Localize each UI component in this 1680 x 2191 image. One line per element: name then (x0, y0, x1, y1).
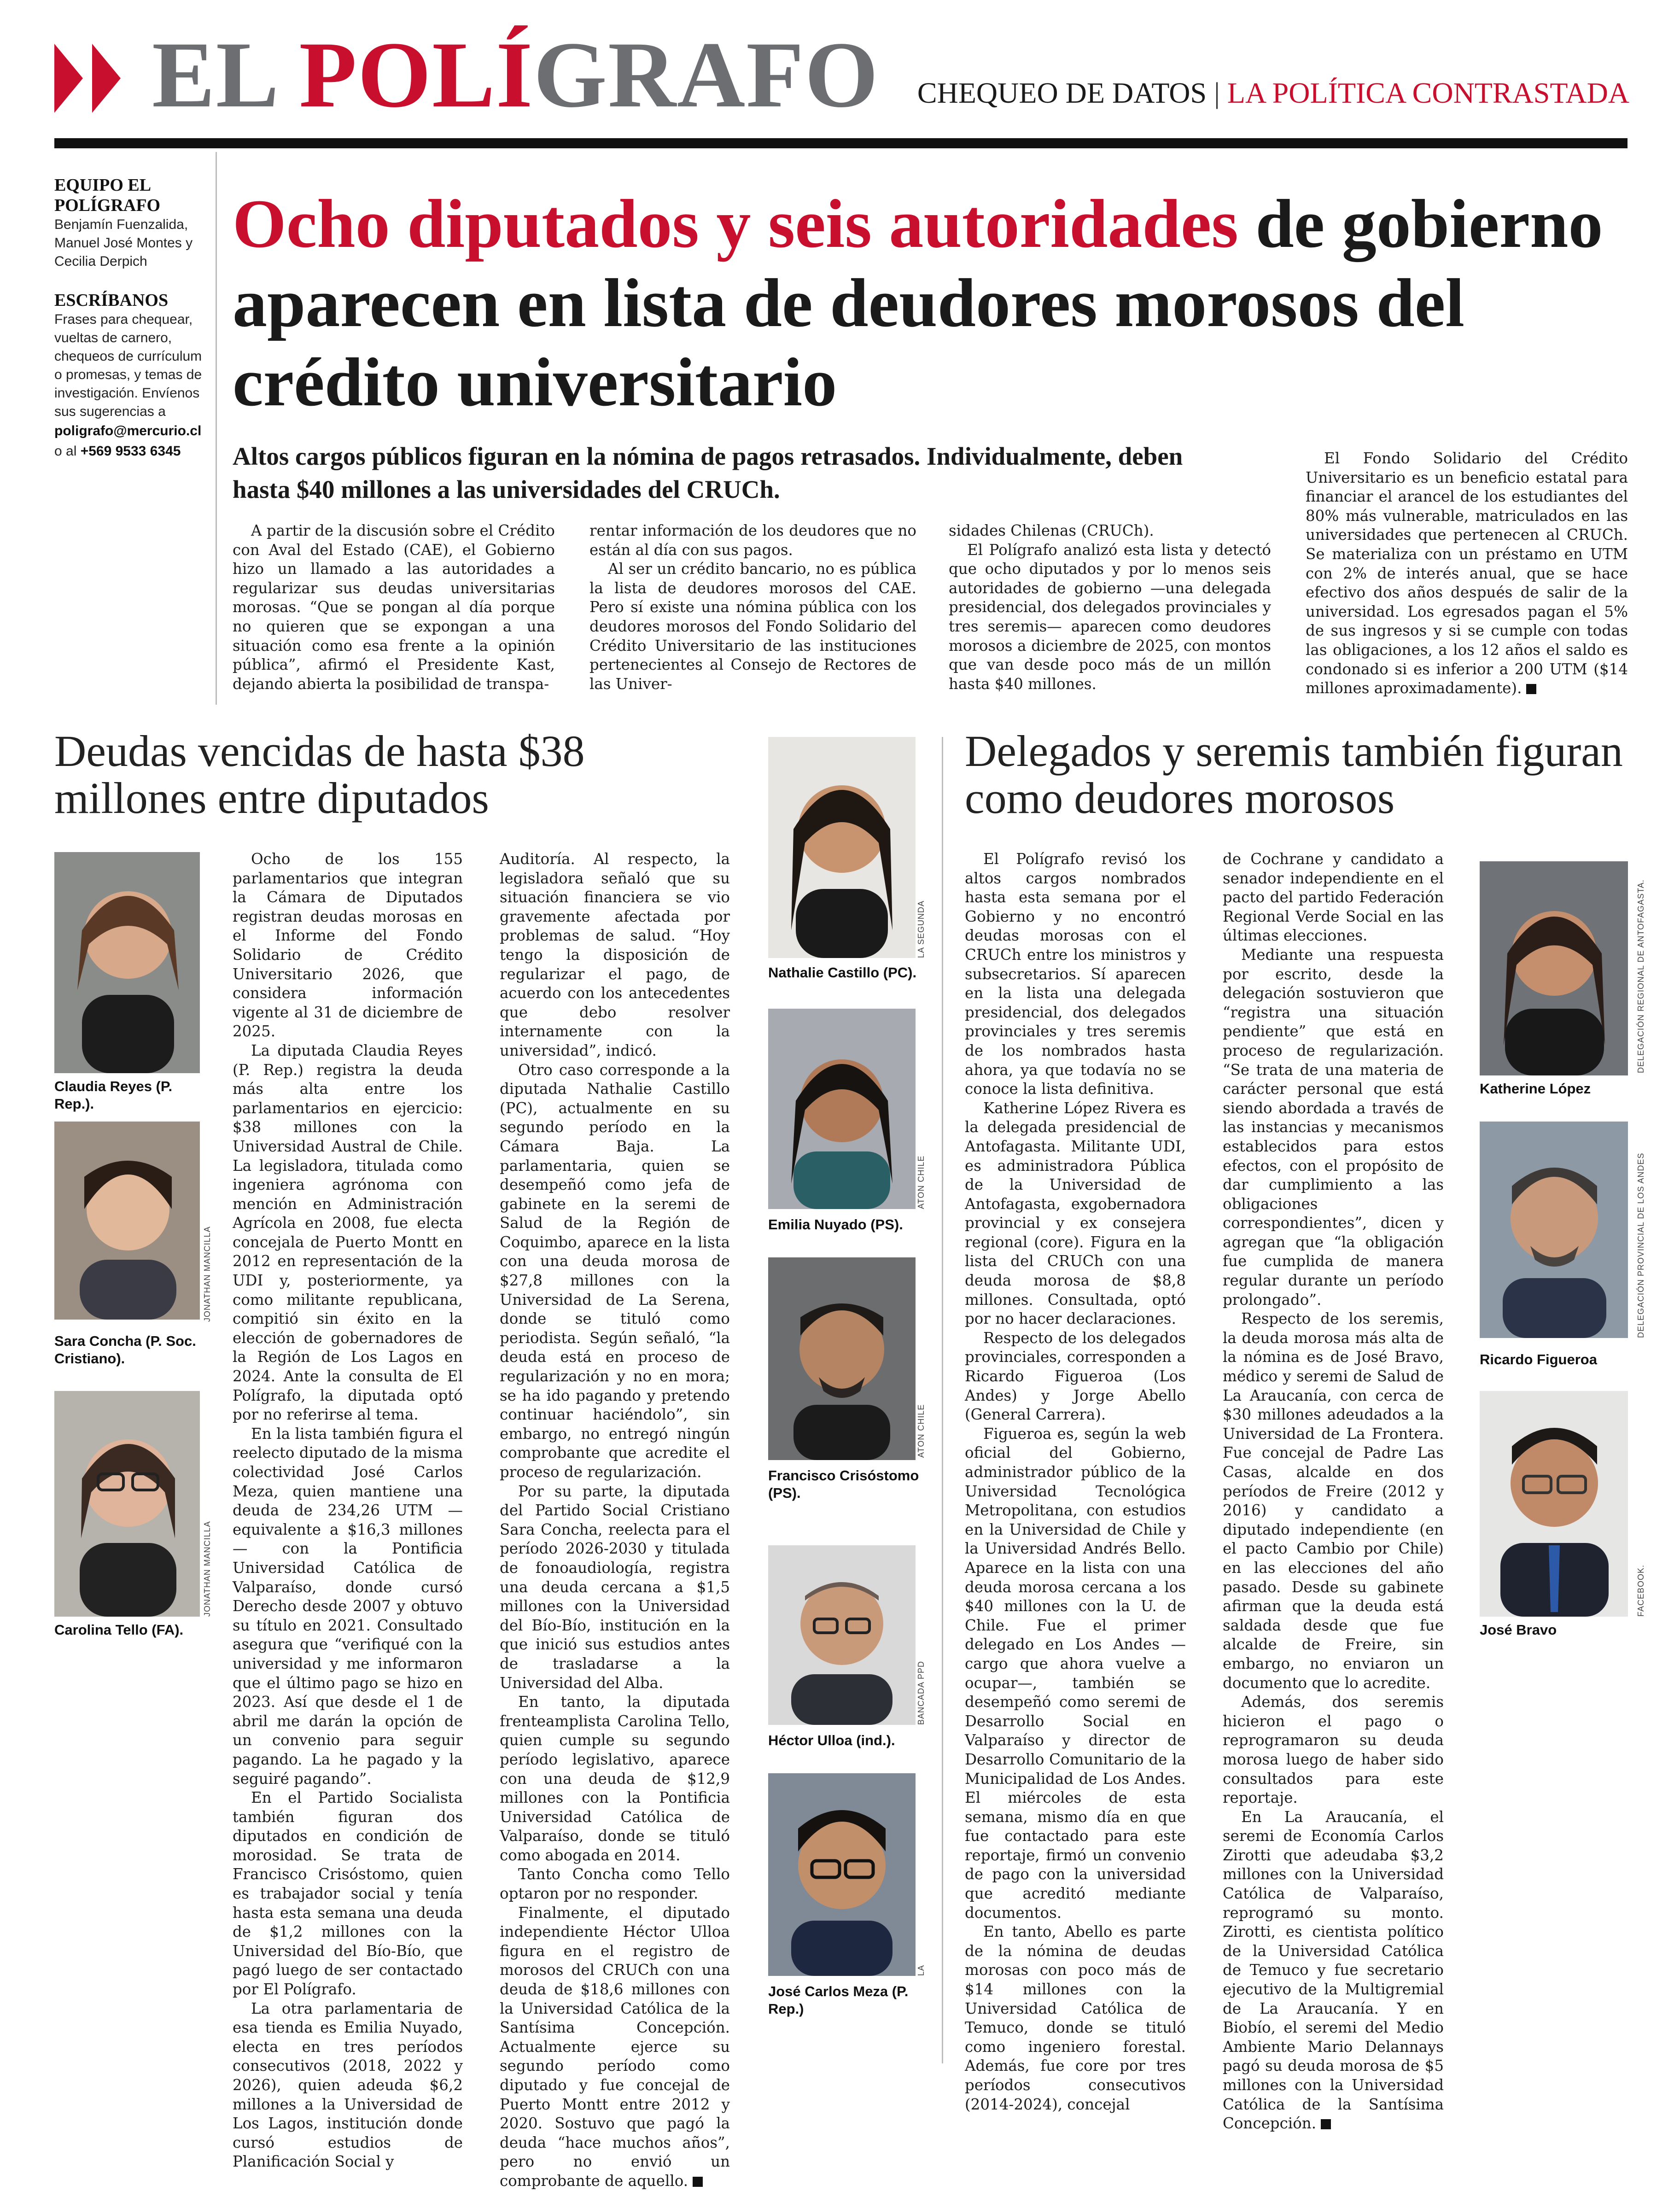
paragraph: En la lista también figura el reelecto diputado de la misma colectividad José Carlos Meza, quien mantiene una deuda de 234,26 UTM —equivalente a $16,3 millones— con la Pontificia Universidad Católica de Valparaíso, donde cursó Derecho desde 2007 y obtuvo su título en 2021. Consultado asegura que “verifiqué con la universidad y me informaron que el último pago se hizo en 2023. Así que desde el 1 de abril me darán la opción de un convenio para seguir pagando. La he pagado y la seguiré pagando”. (233, 1425, 463, 1788)
paragraph (1223, 1808, 1444, 2133)
caption: Emilia Nuyado (PS). (768, 1216, 903, 1233)
paragraph-text: El Fondo Solidario del Crédito Universitario es un beneficio estatal para financiar el arancel de los estudiantes del 80% más vulnerable, matriculados en las universidades que pertenecen al CRUCh. Se materializa con un préstamo en UTM con 2% de interés anual, que se hace efectivo dos años después de salir de la universidad. Los egresados pagan el 5% de sus ingresos y si se cumple con todas las obligaciones, a los 12 años el saldo es condonado si es inferior a 200 UTM ($14 millones aproximadamente). (1306, 450, 1628, 697)
portrait-icon (1480, 1122, 1628, 1338)
intro-col-2 (589, 521, 916, 694)
photo-sara-concha (54, 1122, 200, 1320)
intro-col-4 (1306, 449, 1628, 698)
portrait-icon (54, 1122, 200, 1320)
photo-credit: LA (916, 1964, 926, 1976)
headline-rest: de gobierno aparecen en lista de deudores morosos del crédito universitario (233, 186, 1603, 421)
paragraph: Mediante una respuesta por escrito, desde la delegación sostuvieron que “registra una situación pendiente” que está en proceso de regularización. “Se trata de una materia de carácter personal que está siendo abordada a través de las instancias y mecanismos establecidos para estos efectos, con el propósito de dar cumplimiento a las obligaciones correspondientes”, dicen y agregan que “la obligación fue cumplida de manera regular durante un período prolongado”. (1223, 946, 1444, 1309)
paragraph: Al ser un crédito bancario, no es pública la lista de deudores morosos del CAE. Pero sí existe una nómina pública con los deudores morosos del Fondo Solidario del Crédito Universitario de las instituciones pertenecientes al Consejo de Rectores de las Univer- (589, 560, 916, 693)
phone-number[interactable]: +569 9533 6345 (80, 444, 181, 459)
photo-credit: ATON CHILE (916, 1155, 926, 1209)
photo-credit: ATON CHILE (916, 1404, 926, 1458)
masthead-rule (54, 138, 1628, 148)
paragraph: Figueroa es, según la web oficial del Gobierno, administrador público de la Universidad Tecnológica Metropolitana, con estudios en la Universidad de Chile y la Universidad Andrés Bello. Aparece en la lista con una deuda morosa cercana a los $40 millones con la U. de Chile. Fue el primer delegado en Los Andes —cargo que ahora vuelve a ocupar—, también se desempeñó como seremi de Desarrollo Social en Valparaíso y director de Desarrollo Comunitario de la Municipalidad de Los Andes. El miércoles de esta semana, mismo día en que fue contactado para este reportaje, firmó un convenio de pago con la universidad que acreditó mediante documentos. (965, 1425, 1186, 1922)
caption: Francisco Crisóstomo (PS). (768, 1467, 919, 1501)
brand-red: POLÍ (299, 23, 534, 127)
paragraph: rentar información de los deudores que no están al día con sus pagos. (589, 522, 916, 559)
portrait-icon (768, 1257, 916, 1460)
paragraph: sidades Chilenas (CRUCh). (949, 522, 1154, 539)
photo-nathalie-castillo (768, 737, 916, 958)
deck: Altos cargos públicos figuran en la nómina de pagos retrasados. Individualmente, deben hasta $40 millones a las universidades del CRUCh. (233, 442, 1183, 503)
paragraph: A partir de la discusión sobre el Crédito con Aval del Estado (CAE), el Gobierno hizo un llamado a las autoridades a regularizar sus deudas universitarias morosas. “Que se pongan al día porque no quieren que se expongan a una situación como esa frente a la opinión pública”, afirmó el Presidente Kast, dejando abierta la posibilidad de transpa- (233, 522, 555, 693)
photo-ricardo-figueroa (1480, 1122, 1628, 1338)
paragraph: En tanto, la diputada frenteamplista Carolina Tello, quien cumple su segundo período legislativo, aparece con una deuda de $12,9 millones con la Pontificia Universidad Católica de Valparaíso, donde se tituló como abogada en 2014. (500, 1693, 730, 1864)
photo-francisco-crisostomo (768, 1257, 916, 1460)
photo-credit: DELEGACIÓN REGIONAL DE ANTOFAGASTA. (1636, 879, 1645, 1073)
paragraph: La diputada Claudia Reyes (P. Rep.) registra la deuda más alta entre los parlamentarios en ejercicio: $38 millones con la Universidad Austral de Chile. La legisladora, titulada como ingeniera agrónoma con mención en Administración Agrícola en 2008, fue electa concejala de Puerto Montt en 2012 en representación de la UDI y, posteriormente, ya como militante republicana, compitió sin éxito en la elección de gobernadores de la Región de Los Lagos en 2024. Ante la consulta de El Polígrafo, la diputada optó por no referirse al tema. (233, 1041, 463, 1424)
photo-jose-bravo (1480, 1391, 1628, 1617)
caption: José Carlos Meza (P. Rep.) (768, 1983, 909, 2017)
caption: José Bravo (1480, 1622, 1557, 1638)
left-col-1 (233, 850, 463, 2172)
portrait-icon (54, 852, 200, 1073)
chevron-icon (92, 44, 121, 113)
end-mark-icon (693, 2177, 703, 2187)
chevron-icon (54, 44, 83, 113)
right-col-1 (965, 850, 1186, 2114)
portrait-icon (768, 737, 916, 958)
paragraph: Tanto Concha como Tello optaron por no responder. (500, 1865, 730, 1903)
portrait-icon (54, 1391, 200, 1617)
left-col-2 (500, 850, 730, 2191)
right-col-2 (1223, 850, 1444, 2133)
paragraph (1306, 449, 1628, 698)
caption: Ricardo Figueroa (1480, 1351, 1597, 1367)
photo-credit: FACEBOOK. (1636, 1564, 1645, 1617)
write-title: ESCRÍBANOS (54, 291, 169, 310)
intro-col-3 (949, 521, 1271, 694)
tagline-left: CHEQUEO DE DATOS (917, 76, 1207, 109)
paragraph-text: Finalmente, el diputado independiente Héctor Ulloa figura en el registro de morosos del CRUCh con una deuda de $18,6 millones con la Universidad Católica de la Santísima Concepción. Actualmente ejerce su segundo período como diputado y fue concejal de Puerto Montt entre 2012 y 2020. Sostuvo que pagó la deuda “hace muchos años”, pero no envió un comprobante de aquello. (500, 1904, 730, 2190)
team-title: EQUIPO EL POLÍGRAFO (54, 175, 161, 215)
photo-credit: JONATHAN MANCILLA (203, 1226, 212, 1322)
end-mark-icon (1321, 2119, 1331, 2129)
tagline (917, 76, 1629, 110)
brand-logo (152, 23, 879, 127)
sidebar-divider (216, 152, 217, 705)
caption: Claudia Reyes (P. Rep.). (54, 1078, 173, 1112)
photo-katherine-lopez (1480, 861, 1628, 1075)
portrait-icon (768, 1545, 916, 1725)
photo-credit: JONATHAN MANCILLA (203, 1521, 212, 1617)
paragraph: Respecto de los seremis, la deuda morosa más alta de la nómina es de José Bravo, médico y seremi de Salud de La Araucanía, con cerca de $30 millones adeudados a la Universidad de La Frontera. Fue concejal de Padre Las Casas, alcalde en dos períodos de Freire (2012 y 2016) y candidato a diputado independiente (en el pacto Cambio por Chile) en las elecciones del año pasado. Desde su gabinete afirman que la deuda está saldada desde que fue alcalde de Freire, sin embargo, no enviaron un documento que lo acredite. (1223, 1310, 1444, 1692)
tagline-separator: | (1214, 76, 1220, 109)
portrait-icon (1480, 861, 1628, 1075)
photo-credit: DELEGACIÓN PROVINCIAL DE LOS ANDES (1636, 1152, 1645, 1338)
photo-claudia-reyes (54, 852, 200, 1073)
paragraph (500, 1904, 730, 2191)
section-title-left: Deudas vencidas de hasta $38 millones entre diputados (54, 726, 585, 823)
paragraph: Por su parte, la diputada del Partido Social Cristiano Sara Concha, reelecta para el período 2026-2030 y titulada de fonoaudiología, registra una deuda cercana a $1,5 millones con la Universidad del Bío-Bío, institución en la que inició sus estudios antes de trasladarse a la Universidad del Alba. (500, 1482, 730, 1692)
paragraph: En el Partido Socialista también figuran dos diputados en condición de morosidad. Se trata de Francisco Crisóstomo, quien es trabajador social y tenía hasta esta semana una deuda de $1,2 millones con la Universidad del Bío-Bío, que pagó luego de ser contactado por El Polígrafo. (233, 1789, 463, 1998)
tagline-right: LA POLÍTICA CONTRASTADA (1227, 76, 1629, 109)
headline (233, 184, 1605, 422)
paragraph: Auditoría. Al respecto, la legisladora señaló que su situación financiera se vio gravemente afectada por problemas de salud. “Hoy tengo la disposición de regularizar el pago, de acuerdo con los antecedentes que debo resolver internamente con la universidad”, indicó. (500, 850, 730, 1059)
paragraph: En tanto, Abello es parte de la nómina de deudas morosas con poco más de $14 millones con la Universidad Católica de Temuco, donde se tituló como ingeniero forestal. Además, fue core por tres períodos consecutivos (2014-2024), concejal (965, 1923, 1186, 2113)
paragraph: Katherine López Rivera es la delegada presidencial de Antofagasta. Militante UDI, es administradora Pública de la Universidad de Antofagasta, exgobernadora provincial y ex consejera regional (core). Figura en la lista del CRUCh con una deuda morosa de $8,8 millones. Consultada, optó por no hacer declaraciones. (965, 1099, 1186, 1328)
write-text-body: Frases para chequear, vueltas de carnero, chequeos de currículum o promesas, y temas de investigación. Envíenos sus sugerencias a (54, 312, 202, 419)
brand-prefix: EL (152, 23, 299, 127)
caption: Nathalie Castillo (PC). (768, 964, 917, 981)
portrait-icon (1480, 1391, 1628, 1617)
paragraph: Respecto de los delegados provinciales, corresponden a Ricardo Figueroa (Los Andes) y Jorge Abello (General Carrera). (965, 1329, 1186, 1424)
section-title-right: Delegados y seremis también figuran como deudores morosos (965, 726, 1623, 823)
photo-emilia-nuyado (768, 1009, 916, 1209)
team-members: Benjamín Fuenzalida, Manuel José Montes y Cecilia Derpich (54, 217, 193, 269)
brand-gray: GRAFO (533, 23, 879, 127)
caption: Carolina Tello (FA). (54, 1622, 184, 1638)
photo-credit: BANCADA PPD (916, 1660, 926, 1725)
paragraph: La otra parlamentaria de esa tienda es Emilia Nuyado, electa en tres períodos consecutivos (2018, 2022 y 2026), quien adeuda $6,2 millones a la Universidad de Los Lagos, institución donde cursó estudios de Planificación Social y (233, 1999, 463, 2171)
paragraph-text: En La Araucanía, el seremi de Economía Carlos Zirotti que adeudaba $3,2 millones con la Universidad Católica de Valparaíso, reprogramó su monto. Zirotti, es cientista político de la Universidad Católica de Temuco y fue secretario ejecutivo de la Multigremial de La Araucanía. Y en Biobío, el seremi del Medio Ambiente Mario Delannays pagó su deuda morosa de $5 millones con la Universidad Católica de la Santísima Concepción. (1223, 1808, 1444, 2133)
photo-hector-ulloa (768, 1545, 916, 1725)
caption: Héctor Ulloa (ind.). (768, 1732, 895, 1748)
write-text (54, 310, 206, 462)
photo-jose-carlos-meza (768, 1773, 916, 1976)
paragraph: El Polígrafo analizó esta lista y detectó que ocho diputados y por lo menos seis autoridades de gobierno —una delegada presidencial, dos delegados provinciales y tres seremis— aparecen como deudores morosos a diciembre de 2025, con montos que van desde poco más de un millón hasta $40 millones. (949, 541, 1271, 693)
paragraph: Otro caso corresponde a la diputada Nathalie Castillo (PC), actualmente en su segundo período en la Cámara Baja. La parlamentaria, quien se desempeñó como jefa de gabinete en la seremi de Salud de la Región de Coquimbo, aparece en la lista con una deuda morosa de $27,8 millones con la Universidad de La Serena, donde se tituló como periodista. Según señaló, “la deuda está en proceso de regularización y no en mora; se ha ido pagando y pretendo continuar haciéndolo”, sin embargo, no entregó ningún comprobante que acredite el proceso de regularización. (500, 1061, 730, 1481)
portrait-icon (768, 1009, 916, 1209)
end-mark-icon (1526, 684, 1536, 694)
paragraph: El Polígrafo revisó los altos cargos nombrados hasta esta semana por el Gobierno y no encontró deudas morosas con el CRUCh entre los ministros y subsecretarios. Sí aparecen en la lista una delegada presidencial, dos delegados provinciales y tres seremis de los nombrados hasta ahora, ya que todavía no se conoce la lista definitiva. (965, 850, 1186, 1098)
sidebar (54, 175, 206, 462)
photo-carolina-tello (54, 1391, 200, 1617)
intro-col-1 (233, 521, 555, 694)
paragraph: Ocho de los 155 parlamentarios que integran la Cámara de Diputados registran deudas morosas en el Informe del Fondo Solidario de Crédito Universitario 2026, que considera información vigente al 31 de diciembre de 2025. (233, 850, 463, 1040)
section-divider (942, 737, 943, 2063)
or-text: o al (54, 444, 77, 459)
caption: Sara Concha (P. Soc. Cristiano). (54, 1333, 196, 1367)
headline-red: Ocho diputados y seis autoridades (233, 186, 1238, 262)
portrait-icon (768, 1773, 916, 1976)
email-link[interactable]: poligrafo@mercurio.cl (54, 423, 202, 438)
paragraph: Además, dos seremis hicieron el pago o reprogramaron su deuda morosa luego de haber sido consultados para este reportaje. (1223, 1693, 1444, 1807)
caption: Katherine López (1480, 1081, 1591, 1097)
photo-credit: LA SEGUNDA (916, 900, 926, 958)
paragraph: de Cochrane y candidato a senador independiente en el pacto del partido Federación Regional Verde Social en las últimas elecciones. (1223, 850, 1444, 945)
